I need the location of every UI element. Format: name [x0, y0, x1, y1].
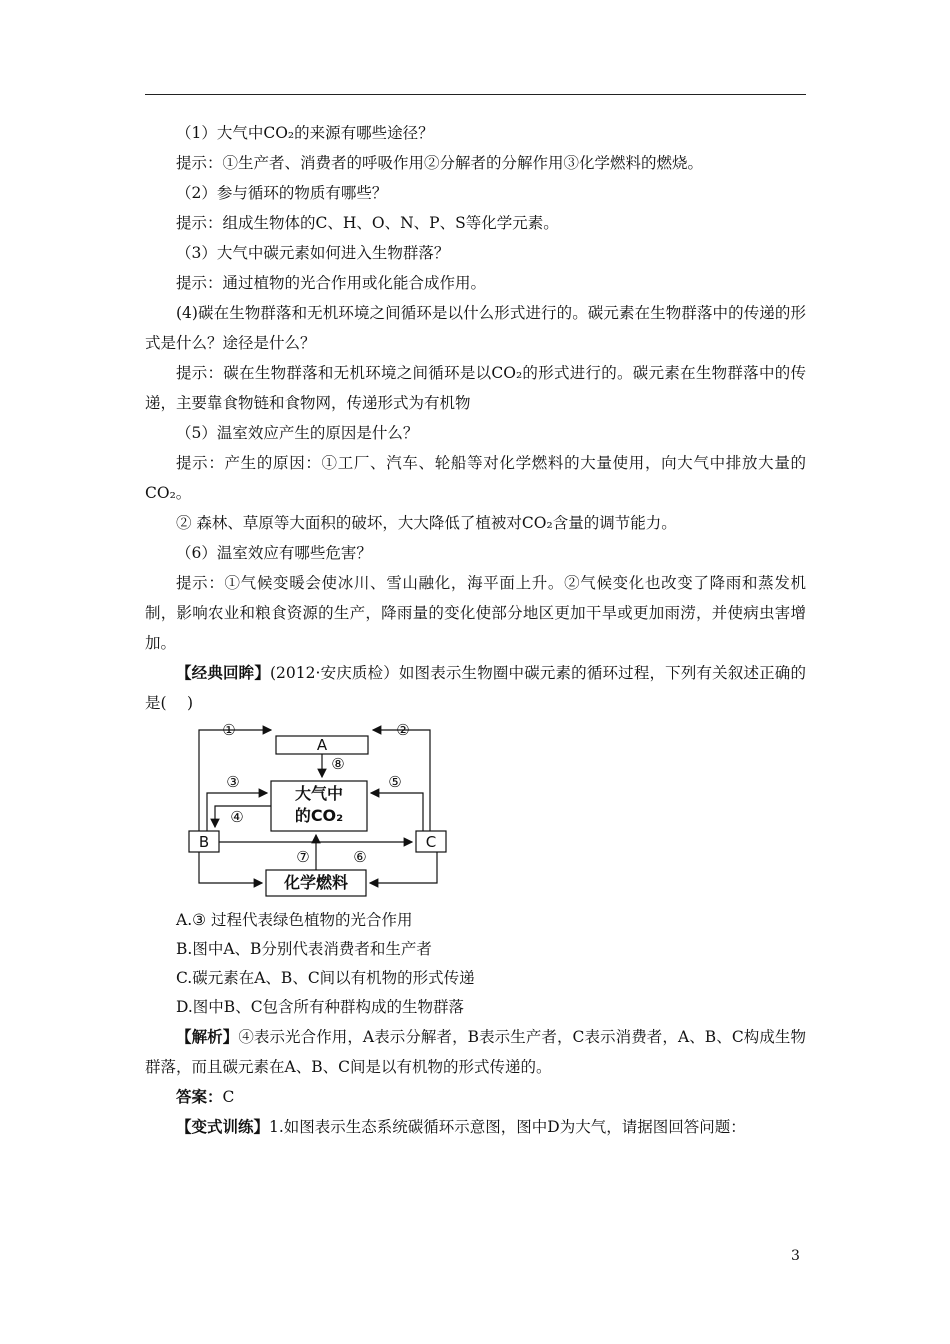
answer-1: 提示：①生产者、消费者的呼吸作用②分解者的分解作用③化学燃料的燃烧。: [176, 154, 704, 172]
answer-3: 提示：通过植物的光合作用或化能合成作用。: [176, 274, 487, 292]
header-rule: [145, 94, 806, 95]
answer-5a: 提示：产生的原因：①工厂、汽车、轮船等对化学燃料的大量使用，向大气中排放大量的CO₂。: [145, 454, 806, 502]
answer-paragraph: [145, 1082, 806, 1112]
label-4: ④: [230, 808, 244, 826]
question-6: （6）温室效应有哪些危害？: [176, 544, 372, 562]
box-c: C: [425, 833, 437, 851]
label-1: ①: [222, 721, 236, 739]
question-3: （3）大气中碳元素如何进入生物群落？: [176, 244, 450, 262]
variant-text: 1.如图表示生态系统碳循环示意图，图中D为大气，请据图回答问题：: [269, 1118, 746, 1136]
option-b: B.图中A、B分别代表消费者和生产者: [176, 940, 432, 958]
question-5: （5）温室效应产生的原因是什么？: [176, 424, 419, 442]
example-tag: 【经典回眸】: [176, 664, 270, 682]
box-co2-line1: 大气中: [294, 784, 343, 803]
box-co2-line2: 的CO₂: [294, 806, 344, 825]
carbon-cycle-diagram: [185, 721, 455, 900]
answer-2: 提示：组成生物体的C、H、O、N、P、S等化学元素。: [176, 214, 559, 232]
label-6: ⑥: [353, 848, 367, 866]
variant-paragraph: [145, 1112, 806, 1142]
analysis-text: ④表示光合作用，A表示分解者，B表示生产者，C表示消费者，A、B、C构成生物群落，而且碳元素在A、B、C间是以有机物的形式传递的。: [145, 1028, 806, 1076]
analysis-paragraph: [145, 1022, 806, 1082]
example-paragraph: [145, 658, 806, 718]
question-2: （2）参与循环的物质有哪些？: [176, 184, 388, 202]
answer-value: C: [222, 1088, 235, 1106]
option-d: D.图中B、C包含所有种群构成的生物群落: [176, 998, 465, 1016]
box-fuel: 化学燃料: [283, 873, 348, 892]
answer-tag: 答案：: [176, 1088, 223, 1106]
answer-5b: ② 森林、草原等大面积的破坏，大大降低了植被对CO₂含量的调节能力。: [176, 514, 677, 532]
label-5: ⑤: [388, 773, 402, 791]
example-text: (2012·安庆质检）如图表示生物圈中碳元素的循环过程，下列有关叙述正确的是( ): [145, 664, 806, 712]
page-number: 3: [791, 1248, 800, 1264]
label-3: ③: [226, 773, 240, 791]
label-2: ②: [396, 721, 410, 739]
option-c: C.碳元素在A、B、C间以有机物的形式传递: [176, 969, 475, 987]
variant-tag: 【变式训练】: [176, 1118, 270, 1136]
question-4: (4)碳在生物群落和无机环境之间循环是以什么形式进行的。碳元素在生物群落中的传递的形式是什么？途径是什么？: [145, 304, 806, 352]
label-7: ⑦: [296, 848, 310, 866]
answer-4: 提示：碳在生物群落和无机环境之间循环是以CO₂的形式进行的。碳元素在生物群落中的传递，主要靠食物链和食物网，传递形式为有机物: [145, 364, 806, 412]
document-body: [145, 118, 806, 1142]
question-1: （1）大气中CO₂的来源有哪些途径？: [176, 124, 434, 142]
option-a: A.③ 过程代表绿色植物的光合作用: [176, 911, 413, 929]
analysis-tag: 【解析】: [176, 1028, 239, 1046]
answer-6: 提示：①气候变暖会使冰川、雪山融化，海平面上升。②气候变化也改变了降雨和蒸发机制，影响农业和粮食资源的生产，降雨量的变化使部分地区更加干旱或更加雨涝，并使病虫害增加。: [145, 574, 806, 652]
box-a: A: [316, 736, 328, 754]
label-8: ⑧: [331, 755, 345, 773]
box-b: B: [198, 833, 210, 851]
